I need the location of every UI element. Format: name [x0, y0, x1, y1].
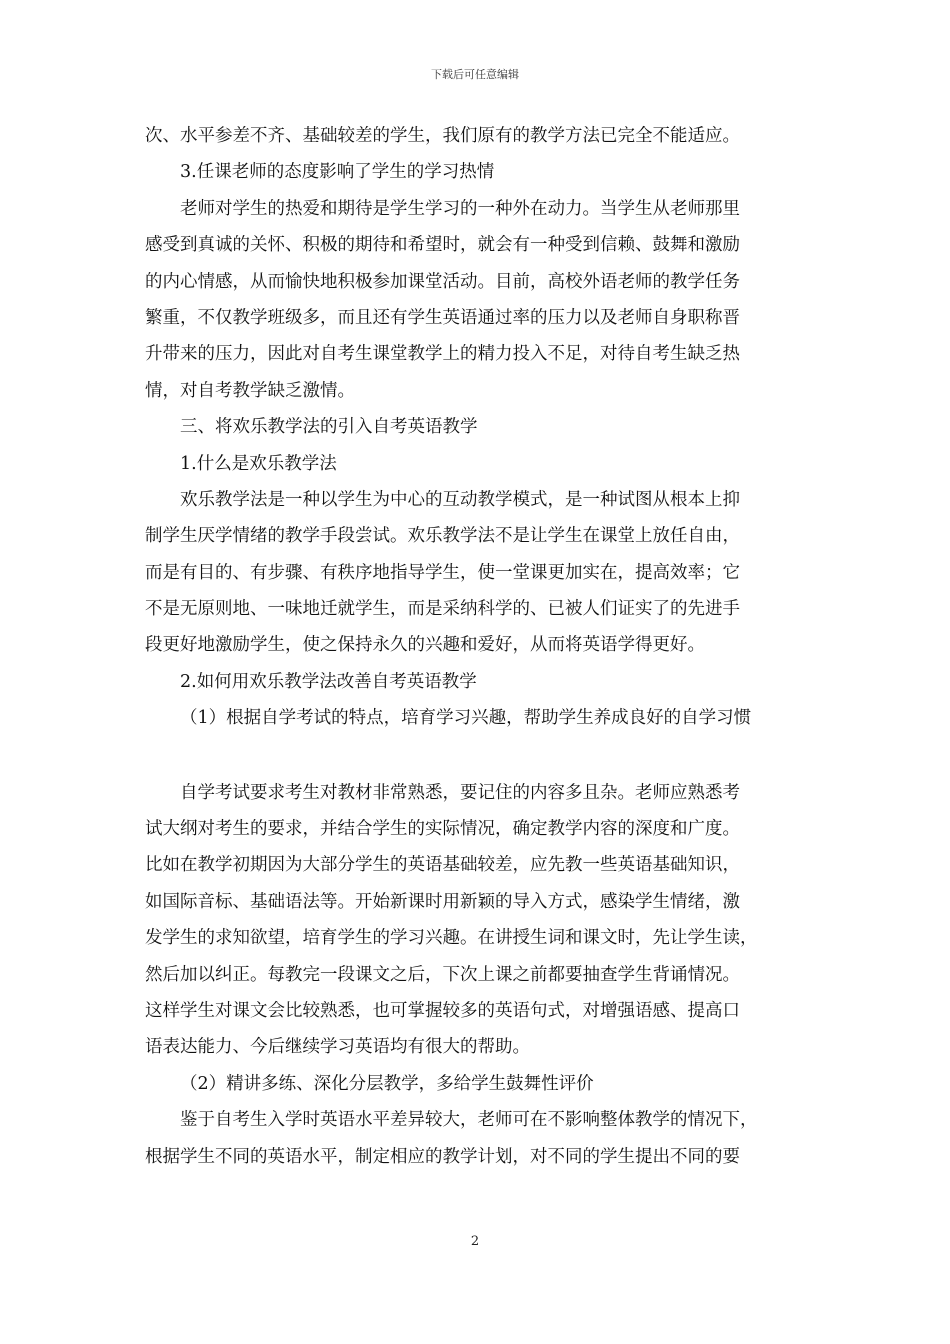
paragraph-line: 语表达能力、今后继续学习英语均有很大的帮助。 — [145, 1037, 530, 1058]
body-text — [145, 118, 815, 1175]
page-number: 2 — [470, 1234, 480, 1249]
paragraph-line: 感受到真诚的关怀、积极的期待和希望时，就会有一种受到信赖、鼓舞和激励 — [145, 235, 740, 256]
paragraph-line: 试大纲对考生的要求，并结合学生的实际情况，确定教学内容的深度和广度。 — [145, 819, 740, 840]
blank-gap — [145, 737, 815, 775]
paragraph-line: 制学生厌学情绪的教学手段尝试。欢乐教学法不是让学生在课堂上放任自由， — [145, 526, 740, 547]
page-header: 下载后可任意编辑 — [431, 68, 519, 81]
section-heading: 1.什么是欢乐教学法 — [180, 453, 337, 474]
paragraph-line: 而是有目的、有步骤、有秩序地指导学生，使一堂课更加实在，提高效率；它 — [145, 562, 740, 583]
paragraph-line: 自学考试要求考生对教材非常熟悉，要记住的内容多且杂。老师应熟悉考 — [180, 782, 740, 803]
paragraph-line: 鉴于自考生入学时英语水平差异较大，老师可在不影响整体教学的情况下， — [180, 1110, 758, 1131]
paragraph-line: 比如在教学初期因为大部分学生的英语基础较差，应先教一些英语基础知识， — [145, 855, 740, 876]
paragraph-line: 次、水平参差不齐、基础较差的学生，我们原有的教学方法已完全不能适应。 — [145, 126, 740, 146]
paragraph-line: 不是无原则地、一味地迁就学生，而是采纳科学的、已被人们证实了的先进手 — [145, 599, 740, 620]
section-heading: 3.任课老师的态度影响了学生的学习热情 — [180, 162, 495, 183]
paragraph-line: 老师对学生的热爱和期待是学生学习的一种外在动力。当学生从老师那里 — [180, 198, 740, 219]
section-heading: （1）根据自学考试的特点，培育学习兴趣，帮助学生养成良好的自学习惯 — [180, 708, 752, 729]
section-heading: （2）精讲多练、深化分层教学，多给学生鼓舞性评价 — [180, 1073, 594, 1094]
paragraph-line: 段更好地激励学生，使之保持永久的兴趣和爱好，从而将英语学得更好。 — [145, 635, 705, 656]
paragraph-line: 发学生的求知欲望，培育学生的学习兴趣。在讲授生词和课文时，先让学生读， — [145, 928, 758, 949]
paragraph-line: 的内心情感，从而愉快地积极参加课堂活动。目前，高校外语老师的教学任务 — [145, 271, 740, 292]
paragraph-line: 然后加以纠正。每教完一段课文之后，下次上课之前都要抽查学生背诵情况。 — [145, 964, 740, 985]
paragraph-line: 如国际音标、基础语法等。开始新课时用新颖的导入方式，感染学生情绪，激 — [145, 891, 740, 912]
paragraph-line: 这样学生对课文会比较熟悉，也可掌握较多的英语句式，对增强语感、提高口 — [145, 1000, 740, 1021]
paragraph-line: 繁重，不仅教学班级多，而且还有学生英语通过率的压力以及老师自身职称晋 — [145, 307, 740, 328]
section-heading: 2.如何用欢乐教学法改善自考英语教学 — [180, 671, 477, 692]
paragraph-line: 升带来的压力，因此对自考生课堂教学上的精力投入不足，对待自考生缺乏热 — [145, 344, 740, 365]
paragraph-line: 根据学生不同的英语水平，制定相应的教学计划，对不同的学生提出不同的要 — [145, 1146, 740, 1167]
paragraph-line: 欢乐教学法是一种以学生为中心的互动教学模式，是一种试图从根本上抑 — [180, 489, 740, 510]
section-heading: 三、将欢乐教学法的引入自考英语教学 — [180, 417, 478, 438]
paragraph-line: 情，对自考教学缺乏激情。 — [145, 380, 355, 401]
